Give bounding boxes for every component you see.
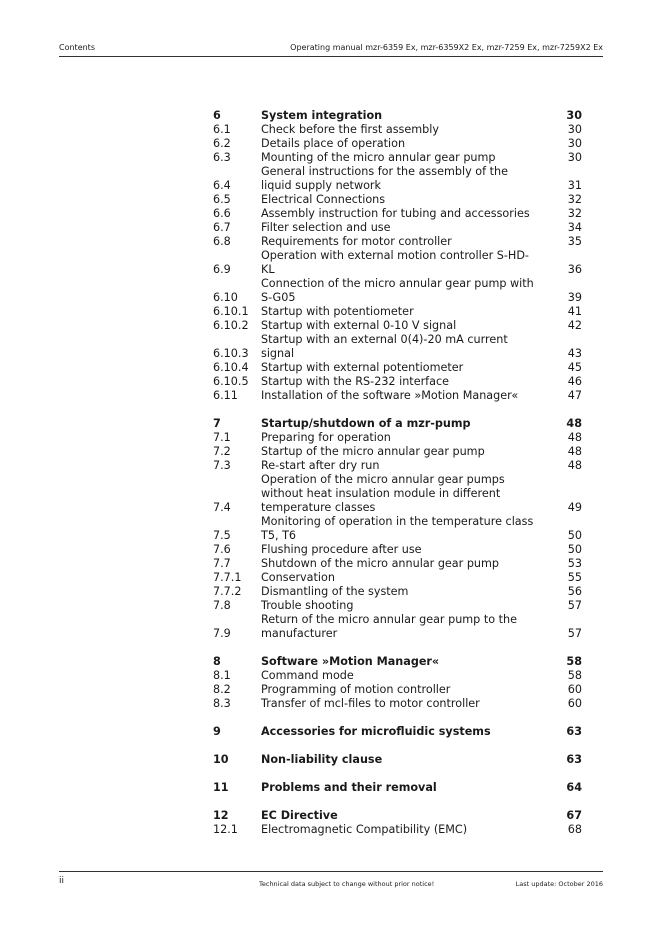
toc-entry[interactable] — [213, 375, 582, 389]
toc-entry[interactable] — [213, 305, 582, 319]
toc-entry[interactable] — [213, 137, 582, 151]
toc-entry-number: 10 — [213, 753, 229, 766]
toc-entry-number: 7.7.1 — [213, 571, 242, 584]
toc-section — [213, 753, 582, 767]
toc-entry-page: 63 — [566, 725, 582, 738]
toc-entry-number: 11 — [213, 781, 229, 794]
toc-entry-number: 12 — [213, 809, 229, 822]
toc-entry-title: Command mode — [261, 669, 354, 682]
toc-entry[interactable] — [213, 571, 582, 585]
toc-entry-number: 6.3 — [213, 151, 231, 164]
toc-entry-page: 53 — [567, 557, 582, 570]
toc-entry-title: Details place of operation — [261, 137, 406, 150]
toc-entry-title: Requirements for motor controller — [261, 235, 452, 248]
toc-entry-number: 6.1 — [213, 123, 231, 136]
toc-entry-page: 30 — [567, 123, 582, 136]
toc-entry-page: 35 — [567, 235, 582, 248]
toc-entry-title: Startup with an external 0(4)-20 mA current signal — [261, 333, 508, 360]
toc-chapter-entry[interactable] — [213, 417, 582, 431]
toc-entry-page: 50 — [567, 529, 582, 542]
toc-entry-title: Conservation — [261, 571, 335, 584]
toc-entry-number: 6.8 — [213, 235, 231, 248]
toc-entry-title: Assembly instruction for tubing and accessories — [261, 207, 530, 220]
toc-entry-title: Startup of the micro annular gear pump — [261, 445, 485, 458]
page-footer — [59, 871, 603, 890]
toc-section — [213, 725, 582, 739]
toc-entry-number: 6.5 — [213, 193, 231, 206]
toc-entry-page: 45 — [567, 361, 582, 374]
toc-entry-page: 57 — [567, 599, 582, 612]
header-document-title: Operating manual mzr-6359 Ex, mzr-6359X2 Ex, mzr-7259 Ex, mzr-7259X2 Ex — [290, 43, 603, 52]
toc-chapter-entry[interactable] — [213, 753, 582, 767]
footer-last-update: Last update: October 2016 — [515, 880, 603, 888]
toc-chapter-entry[interactable] — [213, 725, 582, 739]
toc-entry-number: 7.7.2 — [213, 585, 242, 598]
toc-entry-number: 6.2 — [213, 137, 231, 150]
toc-entry-title: Startup with external potentiometer — [261, 361, 464, 374]
toc-entry-title: Return of the micro annular gear pump to the manufacturer — [261, 613, 517, 640]
toc-entry-page: 68 — [567, 823, 582, 836]
toc-entry-number: 12.1 — [213, 823, 238, 836]
toc-entry[interactable] — [213, 333, 582, 361]
toc-entry-title: Preparing for operation — [261, 431, 391, 444]
toc-entry[interactable] — [213, 543, 582, 557]
toc-entry-title: Startup with the RS-232 interface — [261, 375, 450, 388]
toc-entry-number: 8.2 — [213, 683, 231, 696]
footer-page-number: ii — [59, 876, 65, 886]
toc-entry-number: 6.10.1 — [213, 305, 249, 318]
toc-entry-page: 48 — [567, 431, 582, 444]
toc-entry-title: Transfer of mcl-files to motor controller — [261, 697, 480, 710]
toc-entry-number: 9 — [213, 725, 221, 738]
toc-entry-title: EC Directive — [261, 809, 338, 822]
toc-entry-number: 6.10 — [213, 291, 238, 304]
toc-entry[interactable] — [213, 557, 582, 571]
toc-entry[interactable] — [213, 445, 582, 459]
toc-entry[interactable] — [213, 599, 582, 613]
toc-entry-page: 32 — [567, 207, 582, 220]
footer-notice: Technical data subject to change without prior notice! — [259, 880, 435, 888]
toc-entry-page: 55 — [567, 571, 582, 584]
toc-entry[interactable] — [213, 613, 582, 641]
toc-entry-title: Connection of the micro annular gear pump with S-G05 — [261, 277, 534, 304]
toc-entry-page: 31 — [567, 179, 582, 192]
toc-entry-number: 6.9 — [213, 263, 231, 276]
toc-entry-page: 56 — [567, 585, 582, 598]
toc-entry[interactable] — [213, 221, 582, 235]
toc-entry-number: 6.10.4 — [213, 361, 249, 374]
toc-entry-page: 48 — [566, 417, 582, 430]
toc-entry-number: 7.4 — [213, 501, 231, 514]
toc-entry[interactable] — [213, 473, 582, 515]
toc-entry-page: 60 — [567, 683, 582, 696]
toc-section — [213, 781, 582, 795]
toc-entry-page: 60 — [567, 697, 582, 710]
toc-chapter-entry[interactable] — [213, 809, 582, 823]
toc-section — [213, 417, 582, 641]
toc-entry-title: Trouble shooting — [261, 599, 354, 612]
toc-entry[interactable] — [213, 277, 582, 305]
toc-entry-page: 46 — [567, 375, 582, 388]
toc-section — [213, 809, 582, 837]
toc-entry-title: Electrical Connections — [261, 193, 386, 206]
toc-entry-title: Operation with external motion controller S-HD-KL — [261, 249, 529, 276]
toc-entry-title: Installation of the software »Motion Manager« — [261, 389, 519, 402]
toc-entry-title: Problems and their removal — [261, 781, 437, 794]
toc-entry-page: 43 — [567, 347, 582, 360]
toc-entry-number: 6.10.5 — [213, 375, 249, 388]
toc-entry-title: General instructions for the assembly of the liquid supply network — [261, 165, 508, 192]
toc-entry[interactable] — [213, 585, 582, 599]
toc-entry-page: 34 — [567, 221, 582, 234]
toc-chapter-entry[interactable] — [213, 109, 582, 123]
toc-entry-title: Filter selection and use — [261, 221, 391, 234]
toc-entry-page: 58 — [567, 669, 582, 682]
toc-entry-number: 7.2 — [213, 445, 231, 458]
toc-entry[interactable] — [213, 193, 582, 207]
toc-entry-title: Startup/shutdown of a mzr-pump — [261, 417, 471, 430]
toc-entry-title: Operation of the micro annular gear pumps without heat insulation module in different temperature classes — [261, 473, 505, 514]
toc-entry-page: 57 — [567, 627, 582, 640]
toc-entry-page: 39 — [567, 291, 582, 304]
toc-entry-number: 6.7 — [213, 221, 231, 234]
toc-entry-title: Mounting of the micro annular gear pump — [261, 151, 496, 164]
toc-entry-title: Accessories for microfluidic systems — [261, 725, 491, 738]
toc-entry-title: Shutdown of the micro annular gear pump — [261, 557, 500, 570]
toc-chapter-entry[interactable] — [213, 781, 582, 795]
toc-entry-page: 49 — [567, 501, 582, 514]
toc-entry[interactable] — [213, 669, 582, 683]
toc-entry-number: 6.11 — [213, 389, 238, 402]
toc-entry-number: 8.1 — [213, 669, 231, 682]
toc-entry-page: 47 — [567, 389, 582, 402]
toc-entry-number: 7.7 — [213, 557, 231, 570]
toc-entry-page: 32 — [567, 193, 582, 206]
toc-entry-title: Dismantling of the system — [261, 585, 409, 598]
toc-entry-page: 30 — [566, 109, 582, 122]
toc-entry-page: 30 — [567, 137, 582, 150]
header-section-title: Contents — [59, 43, 95, 52]
toc-entry-title: Software »Motion Manager« — [261, 655, 440, 668]
toc-entry-page: 41 — [567, 305, 582, 318]
toc-entry[interactable] — [213, 165, 582, 193]
toc-entry-page: 67 — [566, 809, 582, 822]
toc-section — [213, 655, 582, 711]
toc-entry-number: 7.6 — [213, 543, 231, 556]
toc-entry-title: Non-liability clause — [261, 753, 383, 766]
toc-entry[interactable] — [213, 823, 582, 837]
toc-entry-title: Programming of motion controller — [261, 683, 451, 696]
toc-entry-number: 7.5 — [213, 529, 231, 542]
toc-entry-title: System integration — [261, 109, 383, 122]
toc-entry[interactable] — [213, 683, 582, 697]
toc-entry[interactable] — [213, 123, 582, 137]
toc-section — [213, 109, 582, 403]
toc-entry-title: Re-start after dry run — [261, 459, 380, 472]
toc-entry-page: 48 — [567, 445, 582, 458]
toc-entry[interactable] — [213, 207, 582, 221]
toc-entry-page: 58 — [566, 655, 582, 668]
toc-entry[interactable] — [213, 431, 582, 445]
toc-entry-page: 48 — [567, 459, 582, 472]
toc-entry-number: 6.4 — [213, 179, 231, 192]
toc-entry-title: Startup with external 0-10 V signal — [261, 319, 457, 332]
toc-entry-number: 6 — [213, 109, 221, 122]
toc-entry-title: Monitoring of operation in the temperature class T5, T6 — [261, 515, 534, 542]
toc-entry[interactable] — [213, 515, 582, 543]
toc-entry-page: 42 — [567, 319, 582, 332]
toc-entry-number: 7.1 — [213, 431, 231, 444]
toc-entry-number: 8.3 — [213, 697, 231, 710]
table-of-contents — [213, 109, 582, 851]
toc-entry-title: Check before the first assembly — [261, 123, 439, 136]
toc-entry-title: Electromagnetic Compatibility (EMC) — [261, 823, 468, 836]
toc-entry-title: Startup with potentiometer — [261, 305, 414, 318]
toc-entry-number: 6.10.2 — [213, 319, 249, 332]
toc-entry[interactable] — [213, 459, 582, 473]
toc-entry[interactable] — [213, 151, 582, 165]
toc-entry-page: 30 — [567, 151, 582, 164]
toc-entry-number: 7.9 — [213, 627, 231, 640]
toc-entry-number: 6.10.3 — [213, 347, 249, 360]
page-header — [59, 40, 603, 57]
toc-entry-number: 7.8 — [213, 599, 231, 612]
toc-entry-number: 7 — [213, 417, 221, 430]
toc-entry[interactable] — [213, 319, 582, 333]
toc-entry[interactable] — [213, 235, 582, 249]
toc-entry-number: 7.3 — [213, 459, 231, 472]
toc-entry-page: 36 — [567, 263, 582, 276]
toc-entry-page: 63 — [566, 753, 582, 766]
toc-entry[interactable] — [213, 361, 582, 375]
toc-entry-title: Flushing procedure after use — [261, 543, 422, 556]
toc-entry[interactable] — [213, 697, 582, 711]
toc-chapter-entry[interactable] — [213, 655, 582, 669]
toc-entry[interactable] — [213, 389, 582, 403]
toc-entry-number: 6.6 — [213, 207, 231, 220]
toc-entry[interactable] — [213, 249, 582, 277]
toc-entry-page: 50 — [567, 543, 582, 556]
toc-entry-number: 8 — [213, 655, 221, 668]
toc-entry-page: 64 — [566, 781, 582, 794]
